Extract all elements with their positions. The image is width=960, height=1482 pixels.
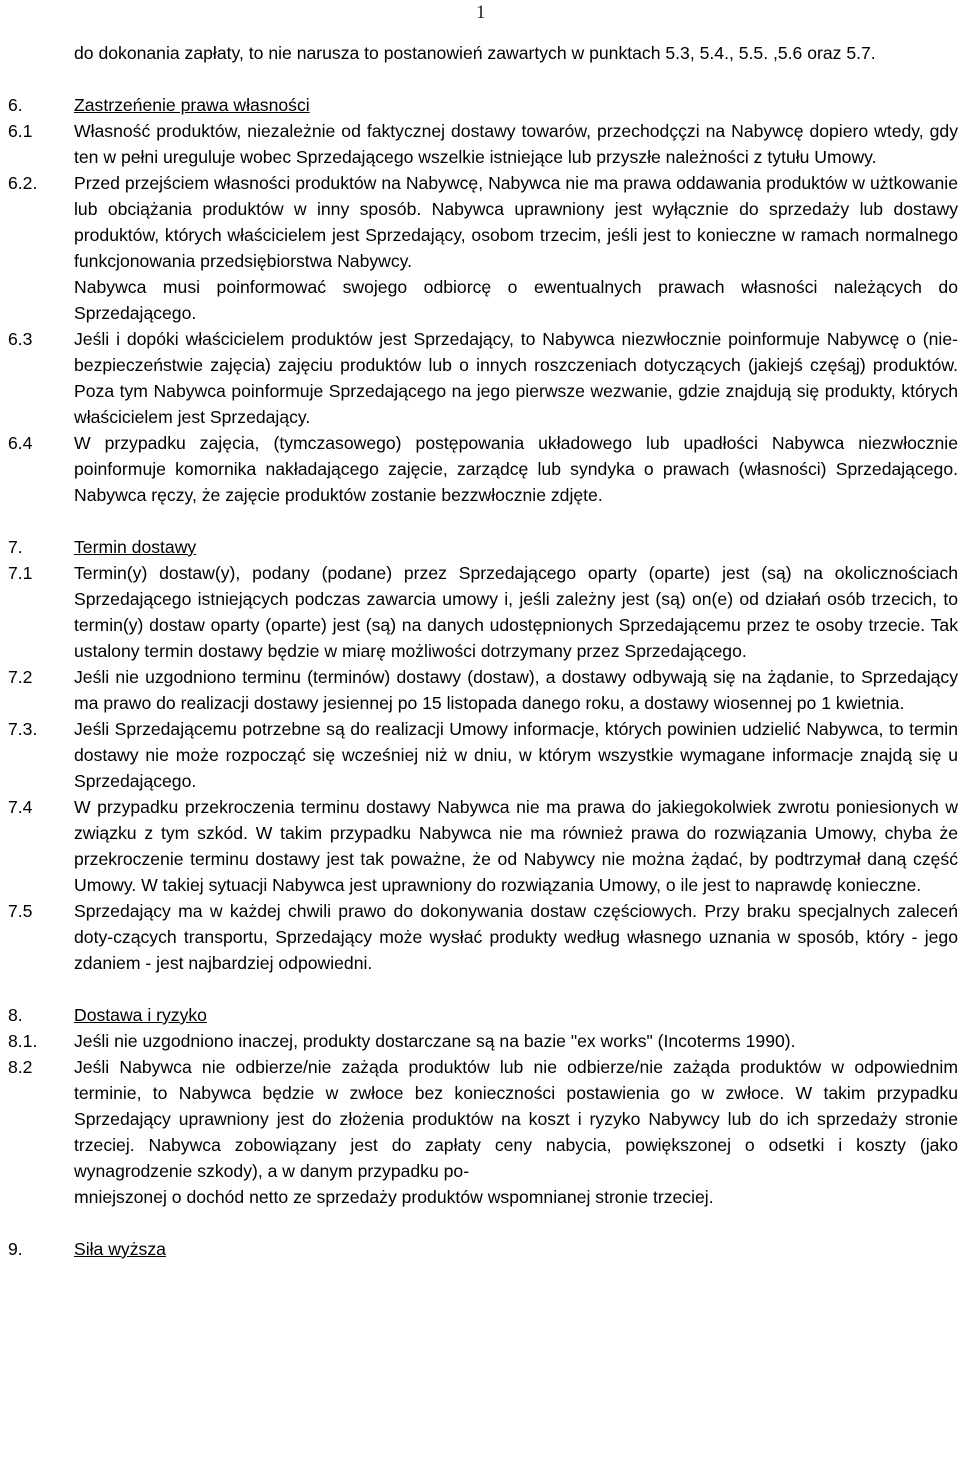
section-number: 6. bbox=[8, 95, 23, 115]
clause-7-4 bbox=[8, 794, 958, 898]
section-heading-7 bbox=[8, 534, 958, 560]
section-heading-6 bbox=[8, 92, 958, 118]
clause-text: Jeśli nie uzgodniono terminu (terminów) dostawy (dostaw), a dostawy odbywają się na żądanie, to Sprzedający ma prawo do realizacji dostawy jesiennej po 15 listopada danego roku, a dostawy wiosennej po 1 kwietnia. bbox=[74, 667, 958, 713]
clause-number bbox=[8, 40, 74, 66]
section-heading-9 bbox=[8, 1236, 958, 1262]
clause-number: 7.4 bbox=[8, 797, 33, 817]
clause-text: mniejszonej o dochód netto ze sprzedaży produktów wspomnianej stronie trzeciej. bbox=[74, 1187, 714, 1207]
clause-6-2-continued bbox=[8, 274, 958, 326]
section-number: 9. bbox=[8, 1239, 23, 1259]
section-number: 8. bbox=[8, 1005, 23, 1025]
clause-text: Nabywca musi poinformować swojego odbiorcę o ewentualnych prawach własności należących do Sprzedającego. bbox=[74, 277, 958, 323]
clause-text: Jeśli i dopóki właścicielem produktów jest Sprzedający, to Nabywca niezwłocznie poinformuje Nabywcę o (nie-bezpieczeństwie zajęcia) zajęciu produktów lub o innych roszczeniach dotyczących (jakiejś częśąj) produktów. Poza tym Nabywca poinformuje Sprzedającego na jego pierwsze wezwanie, gdzie znajdują się produkty, których właścicielem jest Sprzedający. bbox=[74, 329, 958, 427]
clause-text: Jeśli Sprzedającemu potrzebne są do realizacji Umowy informacje, których powinien udzielić Nabywca, to termin dostawy nie może rozpocząć się wcześniej niż w dniu, w którym wszystkie wymagane informacje znajdą się u Sprzedającego. bbox=[74, 719, 958, 791]
section-title: Termin dostawy bbox=[74, 537, 197, 557]
clause-number: 8.1. bbox=[8, 1031, 38, 1051]
document-body bbox=[8, 40, 958, 1262]
clause-number bbox=[8, 274, 74, 326]
section-number: 7. bbox=[8, 537, 23, 557]
clause-text: Jeśli nie uzgodniono inaczej, produkty dostarczane są na bazie "ex works" (Incoterms 1990). bbox=[74, 1031, 796, 1051]
clause-text: Jeśli Nabywca nie odbierze/nie zażąda produktów lub nie odbierze/nie zażąda produktów w odpowiednim terminie, to Nabywca będzie w zwłoce bez konieczności postawienia go w zwłoce. W takim przypadku Sprzedający uprawniony jest do złożenia produktów na koszt i ryzyko Nabywcy lub do ich sprzedaży stronie trzeciej. Nabywca zobowiązany jest do zapłaty ceny nabycia, powiększonej o odsetki i koszty (jako wynagrodzenie szkody), a w danym przypadku po- bbox=[74, 1057, 958, 1181]
clause-7-1 bbox=[8, 560, 958, 664]
clause-6-2 bbox=[8, 170, 958, 274]
clause-number: 7.2 bbox=[8, 667, 33, 687]
clause-number: 6.2. bbox=[8, 173, 38, 193]
clause-text: W przypadku przekroczenia terminu dostawy Nabywca nie ma prawa do jakiegokolwiek zwrotu poniesionych w związku z tym szkód. W takim przypadku Nabywca nie ma również prawa do rozwiązania Umowy, chyba że przekroczenie terminu dostawy jest tak poważne, że od Nabywcy nie można żądać, by podtrzymał daną część Umowy. W takiej sytuacji Nabywca jest uprawniony do rozwiązania Umowy, o ile jest to naprawdę konieczne. bbox=[74, 797, 958, 895]
clause-text: Termin(y) dostaw(y), podany (podane) przez Sprzedającego oparty (oparte) jest (są) na okolicznościach Sprzedającego istniejących podczas zawarcia umowy i, jeśli zależny jest (są) on(e) od działań osób trzecich, to termin(y) dostaw oparty (oparte) jest (są) na danych udostępnionych Sprzedającemu przez te osoby trzecie. Tak ustalony termin dostawy będzie w miarę możliwości dotrzymany przez Sprzedającego. bbox=[74, 563, 958, 661]
clause-6-4 bbox=[8, 430, 958, 508]
page-number: 1 bbox=[476, 2, 486, 23]
section-title: Zastrzeńenie prawa własności bbox=[74, 95, 310, 115]
clause-7-5 bbox=[8, 898, 958, 976]
clause-text: do dokonania zapłaty, to nie narusza to postanowień zawartych w punktach 5.3, 5.4., 5.5. ,5.6 oraz 5.7. bbox=[74, 43, 876, 63]
paragraph-continuation bbox=[8, 40, 958, 66]
clause-text: W przypadku zajęcia, (tymczasowego) postępowania układowego lub upadłości Nabywca niezwłocznie poinformuje komornika nakładającego zajęcie, zarządcę lub syndyka o prawach (własności) Sprzedającego. Nabywca ręczy, że zajęcie produktów zostanie bezzwłocznie zdjęte. bbox=[74, 433, 958, 505]
clause-number: 6.3 bbox=[8, 329, 33, 349]
clause-number: 6.1 bbox=[8, 121, 33, 141]
clause-7-2 bbox=[8, 664, 958, 716]
clause-8-2 bbox=[8, 1054, 958, 1184]
clause-text: Własność produktów, niezależnie od faktycznej dostawy towarów, przechodççzi na Nabywcę dopiero wtedy, gdy ten w pełni ureguluje wobec Sprzedającego wszelkie istniejące lub przyszłe należności z tytułu Umowy. bbox=[74, 121, 958, 167]
section-title: Dostawa i ryzyko bbox=[74, 1005, 207, 1025]
clause-number: 7.5 bbox=[8, 901, 33, 921]
clause-7-3 bbox=[8, 716, 958, 794]
clause-text: Przed przejściem własności produktów na Nabywcę, Nabywca nie ma prawa oddawania produktów w użtkowanie lub obciążania produktów w inny sposób. Nabywca uprawniony jest wyłącznie do sprzedaży lub dostawy produktów, których właścicielem jest Sprzedający, osobom trzecim, jeśli jest to konieczne w ramach normalnego funkcjonowania przedsiębiorstwa Nabywcy. bbox=[74, 173, 958, 271]
section-heading-8 bbox=[8, 1002, 958, 1028]
clause-6-1 bbox=[8, 118, 958, 170]
clause-number bbox=[8, 1184, 74, 1210]
clause-text: Sprzedający ma w każdej chwili prawo do dokonywania dostaw częściowych. Przy braku specjalnych zaleceń doty-czących transportu, Sprzedający może wysłać produkty według własnego uznania w sposób, który - jego zdaniem - jest najbardziej odpowiedni. bbox=[74, 901, 958, 973]
clause-number: 7.3. bbox=[8, 719, 38, 739]
clause-number: 6.4 bbox=[8, 433, 33, 453]
clause-8-1 bbox=[8, 1028, 958, 1054]
clause-6-3 bbox=[8, 326, 958, 430]
clause-8-2-continued bbox=[8, 1184, 958, 1210]
clause-number: 7.1 bbox=[8, 563, 33, 583]
clause-number: 8.2 bbox=[8, 1057, 33, 1077]
section-title: Siła wyższa bbox=[74, 1239, 166, 1259]
